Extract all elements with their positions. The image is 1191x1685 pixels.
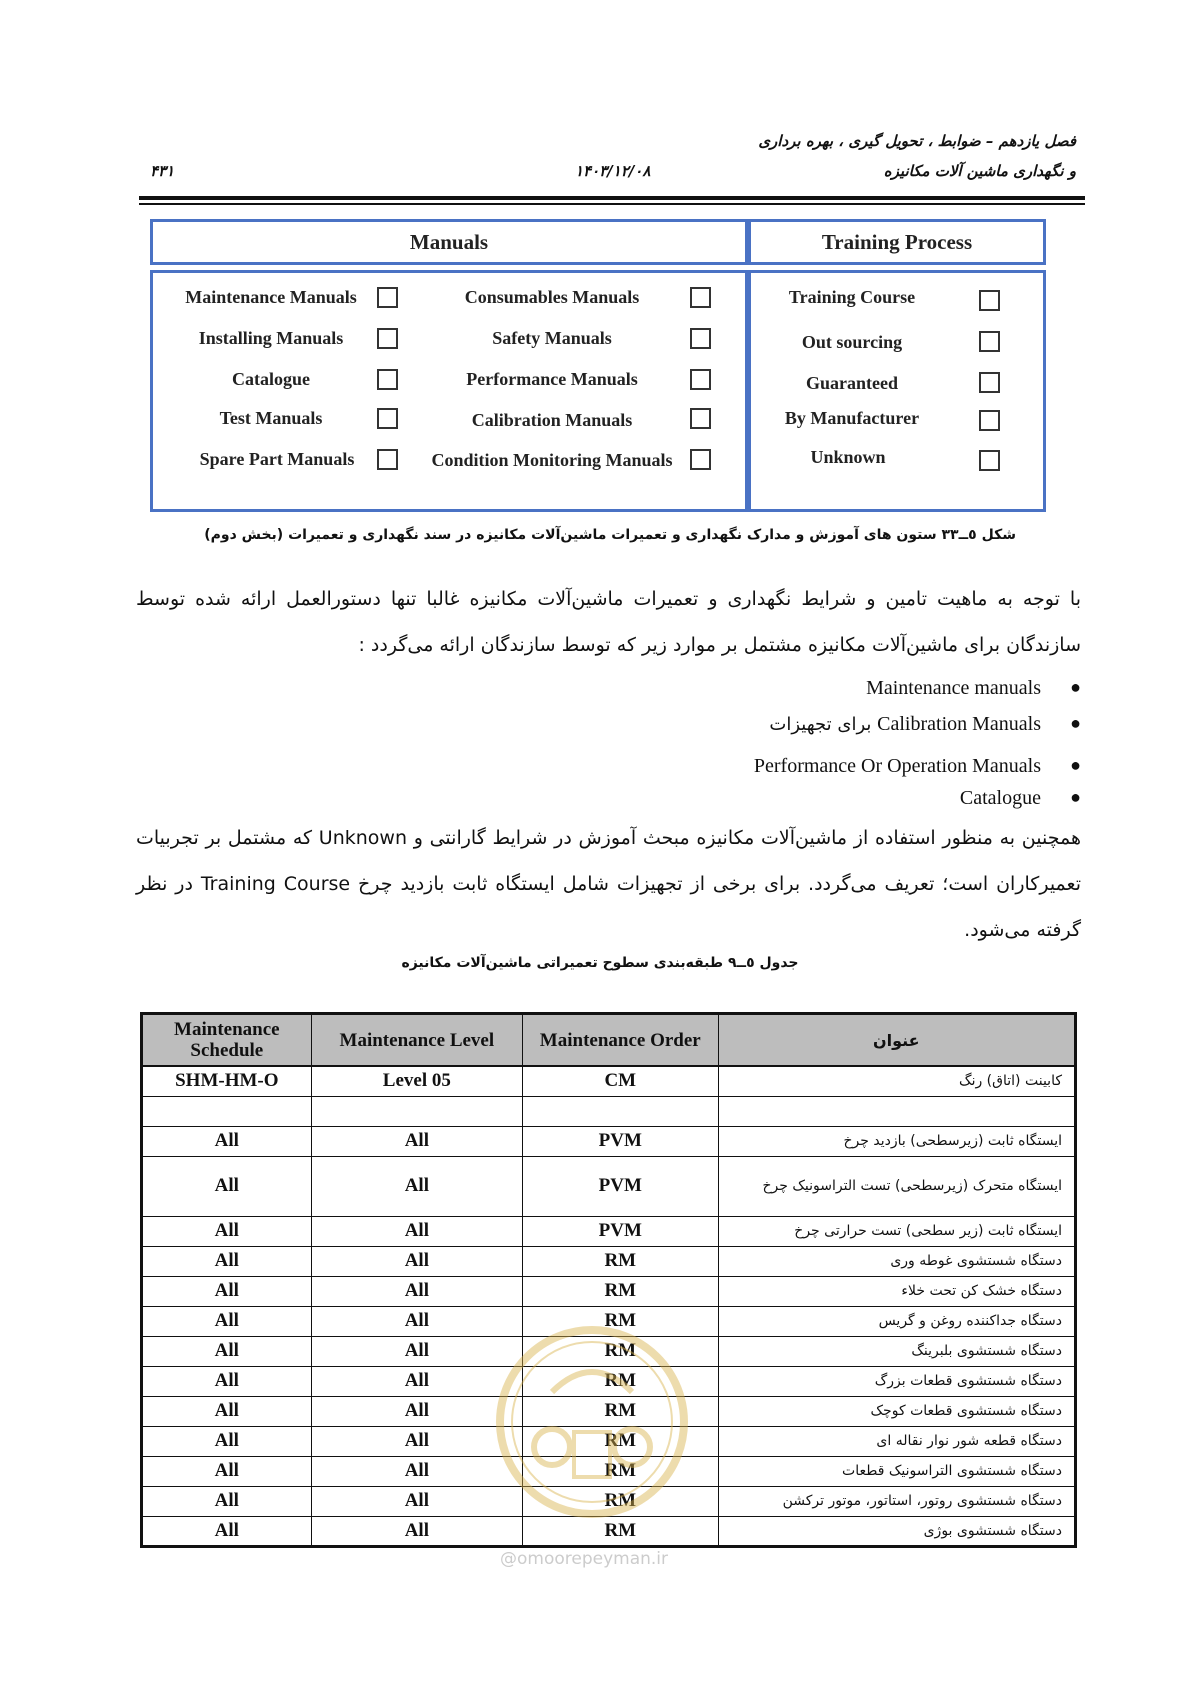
bullet-item (866, 677, 1081, 700)
maintenance-levels-table (140, 1012, 1077, 1548)
table-row (142, 1216, 1076, 1246)
training-item: Training Course (788, 287, 916, 307)
chapter-title: فصل یازدهم – ضوابط ، تحویل گیری ، بهره برداری (758, 132, 1076, 150)
manuals-item: Spare Part Manuals (199, 449, 355, 469)
checkbox[interactable] (979, 450, 1000, 471)
paragraph-training: همچنین به منظور استفاده از ماشین‌آلات مکانیزه مبحث آموزش در شرایط گارانتی و Unknown که مشتمل بر تجربیات تعمیرکاران است؛ تعریف می‌گردد. برای برخی از تجهیزات شامل ایستگاه ثابت بازدید چرخ Training Course در نظر گرفته می‌شود. (136, 827, 1081, 941)
table-row (142, 1306, 1076, 1336)
cell-title: ایستگاه ثابت (زیر سطحی) تست حرارتی چرخ (718, 1216, 1075, 1246)
bullet-item (769, 713, 1081, 736)
checkbox[interactable] (690, 328, 711, 349)
table-row (142, 1096, 1076, 1126)
checkbox[interactable] (377, 287, 398, 308)
manuals-item: Calibration Manuals (471, 410, 633, 430)
paragraph-intro: با توجه به ماهیت تامین و شرایط نگهداری و تعمیرات ماشین‌آلات مکانیزه غالبا تنها دستورالعمل ارائه شده توسط سازندگان برای ماشین‌آلات مکانیزه مشتمل بر موارد زیر که توسط سازندگان ارائه می‌گردد : (136, 588, 1081, 656)
cell-level: All (311, 1156, 522, 1216)
table-row (142, 1066, 1076, 1096)
cell-order: RM (523, 1396, 718, 1426)
cell-level: All (311, 1216, 522, 1246)
checkbox[interactable] (690, 449, 711, 470)
bullet-item (753, 755, 1081, 778)
checkbox[interactable] (979, 290, 1000, 311)
bullet-text-fa: برای تجهیزات (769, 714, 878, 735)
cell-schedule: All (142, 1276, 312, 1306)
cell-title: کابینت (اتاق) رنگ (718, 1066, 1075, 1096)
manuals-item: Performance Manuals (466, 369, 638, 389)
cell-order (523, 1096, 718, 1126)
cell-title: ایستگاه ثابت (زیرسطحی) بازدید چرخ (718, 1126, 1075, 1156)
cell-schedule: All (142, 1246, 312, 1276)
cell-schedule: All (142, 1486, 312, 1516)
training-item: By Manufacturer (784, 408, 920, 428)
watermark-text: @omoorepeyman.ir (500, 1549, 669, 1569)
bullet-text: Maintenance manuals (866, 677, 1041, 699)
manuals-header (150, 219, 748, 265)
cell-level: Level 05 (311, 1066, 522, 1096)
bullet-icon: ● (1070, 787, 1081, 807)
table-row (142, 1276, 1076, 1306)
cell-title: دستگاه خشک کن تحت خلاء (718, 1276, 1075, 1306)
table-header-row (142, 1014, 1076, 1067)
table-row (142, 1366, 1076, 1396)
table-row (142, 1246, 1076, 1276)
table-row (142, 1126, 1076, 1156)
table-row (142, 1156, 1076, 1216)
cell-schedule: All (142, 1126, 312, 1156)
checkbox[interactable] (690, 287, 711, 308)
col-header-order: Maintenance Order (523, 1014, 718, 1067)
table-row (142, 1456, 1076, 1486)
cell-order: RM (523, 1306, 718, 1336)
bullet-text: Performance Or Operation Manuals (753, 755, 1041, 777)
manuals-item: Maintenance Manuals (185, 287, 357, 307)
chapter-subtitle: و نگهداری ماشین آلات مکانیزه (883, 162, 1076, 180)
training-item: Unknown (810, 447, 886, 467)
cell-level: All (311, 1486, 522, 1516)
manuals-item: Condition Monitoring Manuals (431, 450, 673, 470)
cell-level: All (311, 1396, 522, 1426)
cell-order: PVM (523, 1156, 718, 1216)
cell-order: PVM (523, 1126, 718, 1156)
col-header-level: Maintenance Level (311, 1014, 522, 1067)
table-row (142, 1426, 1076, 1456)
cell-title: دستگاه شستشوی بوژی (718, 1516, 1075, 1546)
table-row (142, 1396, 1076, 1426)
checkbox[interactable] (377, 369, 398, 390)
training-header (748, 219, 1046, 265)
bullet-item (959, 787, 1081, 810)
table-caption: جدول ٥ــ۹ طبقه‌بندی سطوح تعمیراتی ماشین‌آلات مکانیزه (401, 955, 799, 971)
bullet-text: Calibration Manuals (877, 713, 1041, 735)
manuals-item: Test Manuals (219, 408, 323, 428)
checkbox[interactable] (979, 331, 1000, 352)
cell-order: CM (523, 1066, 718, 1096)
cell-level: All (311, 1276, 522, 1306)
manuals-item: Installing Manuals (198, 328, 344, 348)
checkbox[interactable] (377, 408, 398, 429)
cell-order: RM (523, 1246, 718, 1276)
cell-schedule: All (142, 1426, 312, 1456)
cell-order: RM (523, 1456, 718, 1486)
checkbox[interactable] (377, 328, 398, 349)
cell-level: All (311, 1336, 522, 1366)
cell-schedule: All (142, 1456, 312, 1486)
cell-level: All (311, 1516, 522, 1546)
cell-title: دستگاه شستشوی قطعات بزرگ (718, 1366, 1075, 1396)
bullet-icon: ● (1070, 755, 1081, 775)
figure-caption: شکل ٥ــ۳۳ ستون های آموزش و مدارک نگهداری و تعمیرات ماشین‌آلات مکانیزه در سند نگهداری و تعمیرات (بخش دوم) (204, 527, 1016, 543)
cell-title: دستگاه شستشوی روتور، استاتور، موتور ترکشن (718, 1486, 1075, 1516)
checkbox[interactable] (979, 410, 1000, 431)
cell-schedule: SHM-HM-O (142, 1066, 312, 1096)
table-row (142, 1336, 1076, 1366)
cell-schedule: All (142, 1216, 312, 1246)
cell-schedule: All (142, 1396, 312, 1426)
cell-title: ایستگاه متحرک (زیرسطحی) تست التراسونیک چرخ (718, 1156, 1075, 1216)
cell-title: دستگاه شستشوی قطعات کوچک (718, 1396, 1075, 1426)
cell-schedule (142, 1096, 312, 1126)
manuals-item: Consumables Manuals (464, 287, 640, 307)
header-rule (139, 196, 1085, 200)
cell-title: دستگاه جداکننده روغن و گریس (718, 1306, 1075, 1336)
cell-level (311, 1096, 522, 1126)
cell-level: All (311, 1456, 522, 1486)
cell-level: All (311, 1366, 522, 1396)
bullet-text: Catalogue (959, 787, 1041, 809)
cell-level: All (311, 1306, 522, 1336)
cell-title: دستگاه شستشوی التراسونیک قطعات (718, 1456, 1075, 1486)
header-rule-thin (139, 203, 1085, 205)
cell-level: All (311, 1126, 522, 1156)
checkbox[interactable] (690, 369, 711, 390)
manuals-item: Safety Manuals (492, 328, 612, 348)
training-item: Guaranteed (806, 373, 898, 393)
cell-schedule: All (142, 1156, 312, 1216)
table-row (142, 1516, 1076, 1546)
manuals-header-label: Manuals (409, 230, 489, 254)
training-item: Out sourcing (801, 332, 903, 352)
cell-title: دستگاه شستشوی بلبرینگ (718, 1336, 1075, 1366)
cell-title: دستگاه شستشوی غوطه وری (718, 1246, 1075, 1276)
training-header-label: Training Process (821, 230, 973, 254)
cell-order: RM (523, 1486, 718, 1516)
cell-level: All (311, 1426, 522, 1456)
cell-order: RM (523, 1516, 718, 1546)
checkbox[interactable] (377, 449, 398, 470)
cell-order: RM (523, 1276, 718, 1306)
bullet-icon: ● (1070, 677, 1081, 697)
cell-schedule: All (142, 1306, 312, 1336)
cell-title: دستگاه قطعه شور نوار نقاله ای (718, 1426, 1075, 1456)
cell-order: RM (523, 1366, 718, 1396)
cell-level: All (311, 1246, 522, 1276)
cell-order: RM (523, 1426, 718, 1456)
col-header-schedule: Maintenance Schedule (142, 1014, 312, 1067)
col-header-title: عنوان (718, 1014, 1075, 1067)
cell-schedule: All (142, 1366, 312, 1396)
table-row (142, 1486, 1076, 1516)
cell-schedule: All (142, 1516, 312, 1546)
header-date: ۱۴۰۳/۱۲/۰۸ (575, 162, 651, 180)
manuals-item: Catalogue (232, 369, 310, 389)
checkbox[interactable] (690, 408, 711, 429)
cell-order: PVM (523, 1216, 718, 1246)
cell-order: RM (523, 1336, 718, 1366)
page-number: ۴۳۱ (150, 162, 175, 180)
checkbox[interactable] (979, 372, 1000, 393)
cell-schedule: All (142, 1336, 312, 1366)
cell-title (718, 1096, 1075, 1126)
bullet-icon: ● (1070, 713, 1081, 733)
